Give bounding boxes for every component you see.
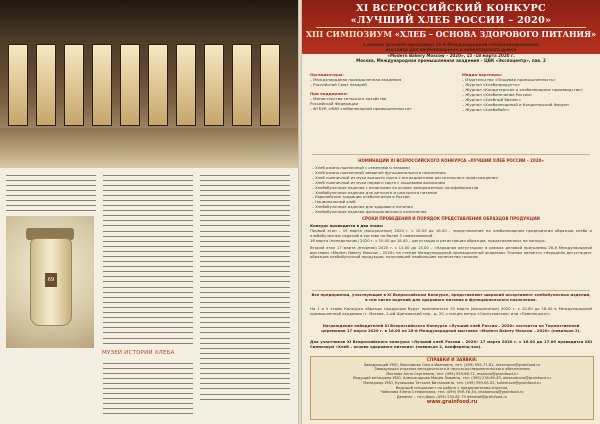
support-item: – Министерства сельского хозяйства [310,96,387,101]
stage-one: Первый этап – 15 марта (воскресенье) 2020 г. с 10.00 до 18.00 – представление на хлебопекарном предприятии образцов хлеба и хлебобулочных изделий в составе не более 3 наименований. [310,227,592,238]
display-case [232,44,252,126]
nominations-title: НОМИНАЦИИ XI ВСЕРОССИЙСКОГО КОНКУРСА «ЛУЧШИЙ ХЛЕБ РОССИИ – 2020» [358,158,544,163]
media-item: – Журнал «Хлебопродукты» [462,82,520,87]
display-case [36,44,56,126]
contact-line: Заведующий УМО, Максимова Ольга Ивановна, тел. (499) 959-77-81, maximova@grainfood.ru [363,362,541,367]
display-case [92,44,112,126]
media-item: – Издательство «Пищевая промышленность» [462,77,556,82]
column-1 [6,172,96,212]
column-3 [200,172,290,420]
display-case [260,44,280,126]
nomination-item: – Хлебобулочные изделия функционального назначения [312,209,427,215]
nomination-item: – Европейские традиции хлебопечения в России [312,194,410,200]
ceiling [0,0,298,40]
column-2-continued [103,360,193,420]
organizer-item: – Российский Союз пекарей [310,82,367,87]
stage-info: На 1 и II этапы Конкурса образцы продукции будут приниматься 15 марта (воскресенье) 2020 г. с 10.00 до 18.00 в Международной промышленной академии (г. Москва, 1-ый Щипковский пер., д. 20, станция метро «Серпуховская» или «Павелецкая»). [310,306,592,316]
media-item: – Журнал «Кондитерское и хлебопекарное производство» [462,87,583,92]
website-link[interactable]: www.grainfood.ru [426,399,478,406]
museum-hall-photo [0,0,298,168]
media-item: – Журнал «Хлебобайт» [462,107,510,112]
awards-note: Награждение победителей XI Всероссийского Конкурса «Лучший хлеб России – 2020» состоится на Торжественной церемонии 17 марта 2020 г. в 16.00 на 26-й Международной выставке «Modern Bakery Moscow – 2020» (павильон 2). [321,323,581,333]
organizers-heading: Организаторы: [310,72,344,77]
display-case [176,44,196,126]
deadlines-text [310,224,592,260]
right-page [302,0,600,424]
organizers-block [310,72,458,111]
contact-line: Заведующая отделом методического и научно-исследовательского обеспечения [374,367,530,372]
display-case [204,44,224,126]
display-case [120,44,140,126]
contest-title-line2: «ЛУЧШИЙ ХЛЕБ РОССИИ – 2020» [350,15,552,26]
support-item: – ФГБУК «НИИ хлебопекарной промышленности» [310,106,412,111]
stage-two: Второй этап 17 марта (вторник) 2020 г. с 12.00 до 15.00 – «Народная дегустация» в рамках деловой программы 26-й Международной выставки «Modern Bakery Moscow – 2020» на стенде Международной промышленной академии. Этапом является «Народная дегустация» образцов хлебобулочной продукции, получившей наибольшее количество голосов. [310,244,592,260]
venue-line: выставки для хлебопекарного и кондитерского рынка [385,47,517,53]
divider [312,154,590,155]
venue-line: «Modern Bakery Moscow – 2020», 15 -18 марта 2020 г. [387,52,515,58]
deadlines-intro: Конкурс проводится в два этапа: [310,223,384,228]
contact-line: Ведущий специалист по работе с предприятиями отрасли, [395,385,509,390]
jar-photo [6,216,94,348]
symposium-note: Для участников XI Всероссийского конкурса «Лучший хлеб России – 2020» 17 марта 2020 г. с 16.00 до 17.00 проводится XIII Симпозиум «Хлеб – основа здорового питания» (павильон 2, конференц-зал). [310,339,592,349]
deadlines-title: СРОКИ ПРОВЕДЕНИЯ И ПОРЯДОК ПРЕДСТАВЛЕНИЯ ОБРАЗЦОВ ПРОДУКЦИИ [362,216,540,221]
left-page [0,0,298,424]
contact-line: Менеджер УМО, Кулешова Татьяна Витальевна, тел. (499) 959-65-02, kuleshova@grainfood.ru [363,380,541,385]
display-case [8,44,28,126]
contact-line: Ведущий менеджер УМО, Александрова Мария Львовна, тел. (499) 235-69-43, alexandrova@grainfood.ru [353,376,551,381]
venue-line: Москва, Международная промышленная академия – ЦВК «Экспоцентр», пав. 2 [356,57,546,63]
divider [312,290,590,291]
nomination-item: – Хлеб пшеничный из муки высшего сорта с ингредиентами растительного происхождения [312,174,498,180]
banner-rule [316,27,586,28]
jar-label: 69 [45,273,57,287]
symposium-name: «ХЛЕБ – ОСНОВА ЗДОРОВОГО ПИТАНИЯ» [394,29,597,39]
symposium-title [302,29,600,39]
jar [30,238,72,326]
nomination-item: – Хлеб пшеничный из муки первого сорта с пищевыми волокнами [312,179,445,185]
support-heading: При поддержке: [310,91,348,96]
contact-line: Маслова Анна Сергеевна, тел. (499) 959-66-72, maslova@grainfood.ru [386,371,518,376]
organizer-item: – Международная промышленная академия [310,77,402,82]
support-item: Российской Федерации [310,101,359,106]
contact-line: Чабанова Елена Стефановна, тел. (499) 959-56-34, chabanova@grainfood.ru [380,390,524,395]
nomination-item: – Хлеб ржано-пшеничный заварной функционального назначения [312,169,446,175]
nominations-list [312,166,592,215]
venue-line: в рамках деловой программы 26-й Международной специализированной [363,42,539,47]
nomination-item: – Национальный хлеб [312,199,356,205]
section-heading: МУЗЕЙ ИСТОРИИ ХЛЕБА [102,350,175,356]
stage-one-tasting: 16 марта (понедельник) 2020 г. с 10.00 до 18.00 – дегустация и регистрация образцов, представленных на конкурс. [310,237,547,243]
contact-line: Деканат – тел./факс (495) 235-82-79 dekanat@grainfood.ru [396,394,508,399]
media-item: – Журнал «Хлебопечение России» [462,92,533,97]
media-item: – Журнал «Хлебопекарный и Кондитерский Форум» [462,102,570,107]
media-heading: Медиа-партнеры: [462,72,503,77]
nomination-item: – Хлебобулочные изделия для детского и школьного питания [312,189,437,195]
nomination-item: – Хлебобулочные изделия с начинками на основе замороженных полуфабрикатов [312,184,479,190]
media-partners-block [462,72,594,112]
nomination-item: – Хлебобулочные изделия для здорового питания [312,204,413,210]
floor [0,128,298,168]
participants-note: Все предприятия, участвующие в XI Всероссийском Конкурсе, представляют широкий ассортимент хлебобулочных изделий, в том числе изделий для здорового питания и функционального назначения. [311,292,591,302]
nomination-item: – Хлеб ржано-пшеничный с семенами и злаками [312,165,410,170]
contest-title-line1: XI ВСЕРОССИЙСКИЙ КОНКУРС [356,3,546,14]
media-item: – Журнал «Хлебный бизнес» [462,97,521,102]
display-case [148,44,168,126]
venue-info [310,42,592,63]
contacts-box [310,356,594,420]
contacts-heading: СПРАВКИ И ЗАЯВКИ: [426,357,478,362]
display-case [64,44,84,126]
symposium-prefix: XIII СИМПОЗИУМ [305,29,395,39]
